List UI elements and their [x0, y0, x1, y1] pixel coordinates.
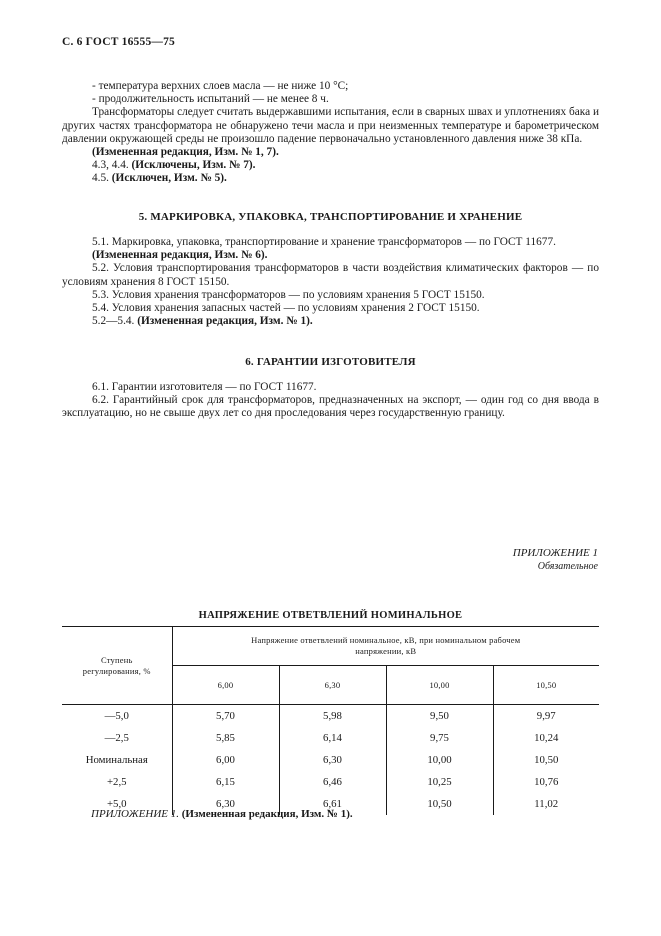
table-row	[62, 771, 599, 793]
row-step: —2,5	[104, 732, 129, 744]
item-4-3-number: 4.3, 4.4.	[92, 159, 129, 172]
intro-amendment-note: (Измененная редакция, Изм. № 1, 7).	[92, 146, 279, 159]
paragraph-5-2-5-4-number: 5.2—5.4.	[92, 315, 135, 328]
table-cell: 10,50	[386, 793, 493, 815]
appendix-status: Обязательное	[537, 561, 598, 572]
paragraph-5-1-note: (Измененная редакция, Изм. № 6).	[92, 249, 268, 262]
table-cell: 5,98	[279, 705, 386, 728]
table-cell: 6,46	[279, 771, 386, 793]
paragraph-5-3: 5.3. Условия хранения трансформаторов — по условиям хранения 5 ГОСТ 15150.	[92, 288, 485, 301]
section-5-body	[62, 236, 599, 328]
column-header: 6,30	[279, 666, 386, 705]
row-step: Номинальная	[85, 754, 148, 766]
page-header: С. 6 ГОСТ 16555—75	[62, 36, 175, 48]
table-title: НАПРЯЖЕНИЕ ОТВЕТВЛЕНИЙ НОМИНАЛЬНОЕ	[198, 610, 463, 621]
bullet-temperature: - температура верхних слоев масла — не ниже 10 °С;	[92, 80, 349, 92]
paragraph-5-1: 5.1. Маркировка, упаковка, транспортирование и хранение трансформаторов — по ГОСТ 11677.	[92, 236, 556, 248]
column-header: 10,50	[493, 666, 599, 705]
table-cell: 10,76	[493, 771, 599, 793]
appendix-number: ПРИЛОЖЕНИЕ 1	[512, 547, 598, 559]
column-header: 6,00	[172, 666, 279, 705]
table-cell: 6,61	[279, 793, 386, 815]
item-4-5-number: 4.5.	[92, 172, 109, 185]
table-cell: 6,30	[172, 793, 279, 815]
section-5-title: 5. МАРКИРОВКА, УПАКОВКА, ТРАНСПОРТИРОВАНИЕ И ХРАНЕНИЕ	[138, 211, 523, 223]
paragraph-5-2: 5.2. Условия транспортирования трансформаторов в части воздействия климатических факторов — по условиям хранения 8 ГОСТ 15150.	[62, 262, 599, 288]
paragraph-6-1: 6.1. Гарантии изготовителя — по ГОСТ 11677.	[92, 381, 317, 393]
table-cell: 9,50	[386, 705, 493, 728]
footnote-label: ПРИЛОЖЕНИЕ 1.	[91, 808, 179, 820]
table-cell: 9,97	[493, 705, 599, 728]
table-cell: 5,85	[172, 727, 279, 749]
table-cell: 10,25	[386, 771, 493, 793]
stub-header: Ступень регулирования, %	[82, 654, 151, 676]
table-cell: 5,70	[172, 705, 279, 728]
table-cell: 11,02	[493, 793, 599, 815]
row-step: +2,5	[106, 776, 127, 788]
appendix-label	[513, 547, 598, 573]
column-header: 10,00	[386, 666, 493, 705]
paragraph-5-2-5-4-note: (Измененная редакция, Изм. № 1).	[137, 315, 313, 328]
item-4-3-note: (Исключены, Изм. № 7).	[131, 159, 256, 172]
stub-header-cell	[62, 627, 172, 705]
row-step: +5,0	[106, 798, 127, 810]
row-step: —5,0	[104, 710, 129, 722]
footnote-note: (Измененная редакция, Изм. № 1).	[181, 808, 353, 820]
voltage-table	[62, 626, 599, 815]
item-4-5-note: (Исключен, Изм. № 5).	[111, 172, 227, 185]
group-header-cell	[172, 627, 599, 666]
section-6-title: 6. ГАРАНТИИ ИЗГОТОВИТЕЛЯ	[245, 356, 416, 368]
group-header: Напряжение ответвлений номинальное, кВ, при номинальном рабочем напряжении, кВ	[251, 635, 521, 656]
bullet-duration: - продолжительность испытаний — не менее 8 ч.	[92, 93, 329, 106]
table-cell: 9,75	[386, 727, 493, 749]
item-4-3-4-4	[62, 159, 599, 172]
table-row	[62, 749, 599, 771]
table-cell: 6,00	[172, 749, 279, 771]
table-row	[62, 705, 599, 728]
intro-paragraph: Трансформаторы следует считать выдержавшими испытания, если в сварных швах и уплотнениях бака и других частях трансформатора не обнаружено течи масла и при неизменных температуре и барометрическом давлении окружающей среды не произошло падение первоначально установленного давления ниже 38 кПа.	[62, 106, 599, 145]
table-cell: 6,15	[172, 771, 279, 793]
paragraph-5-2-5-4	[62, 315, 599, 328]
appendix-footnote	[91, 808, 353, 820]
paragraph-6-2: 6.2. Гарантийный срок для трансформаторов, предназначенных на экспорт, — один год со дня ввода в эксплуатацию, но не свыше двух лет со дня проследования через государственную границу.	[62, 394, 599, 420]
table-cell: 6,14	[279, 727, 386, 749]
table-cell: 10,00	[386, 749, 493, 771]
table-cell: 10,50	[493, 749, 599, 771]
table-header-row-1	[62, 627, 599, 666]
paragraph-5-4: 5.4. Условия хранения запасных частей — по условиям хранения 2 ГОСТ 15150.	[92, 302, 480, 315]
intro-block	[62, 80, 599, 186]
section-6-body	[62, 381, 599, 421]
table-row	[62, 727, 599, 749]
table-cell: 6,30	[279, 749, 386, 771]
table-cell: 10,24	[493, 727, 599, 749]
item-4-5	[62, 172, 599, 185]
